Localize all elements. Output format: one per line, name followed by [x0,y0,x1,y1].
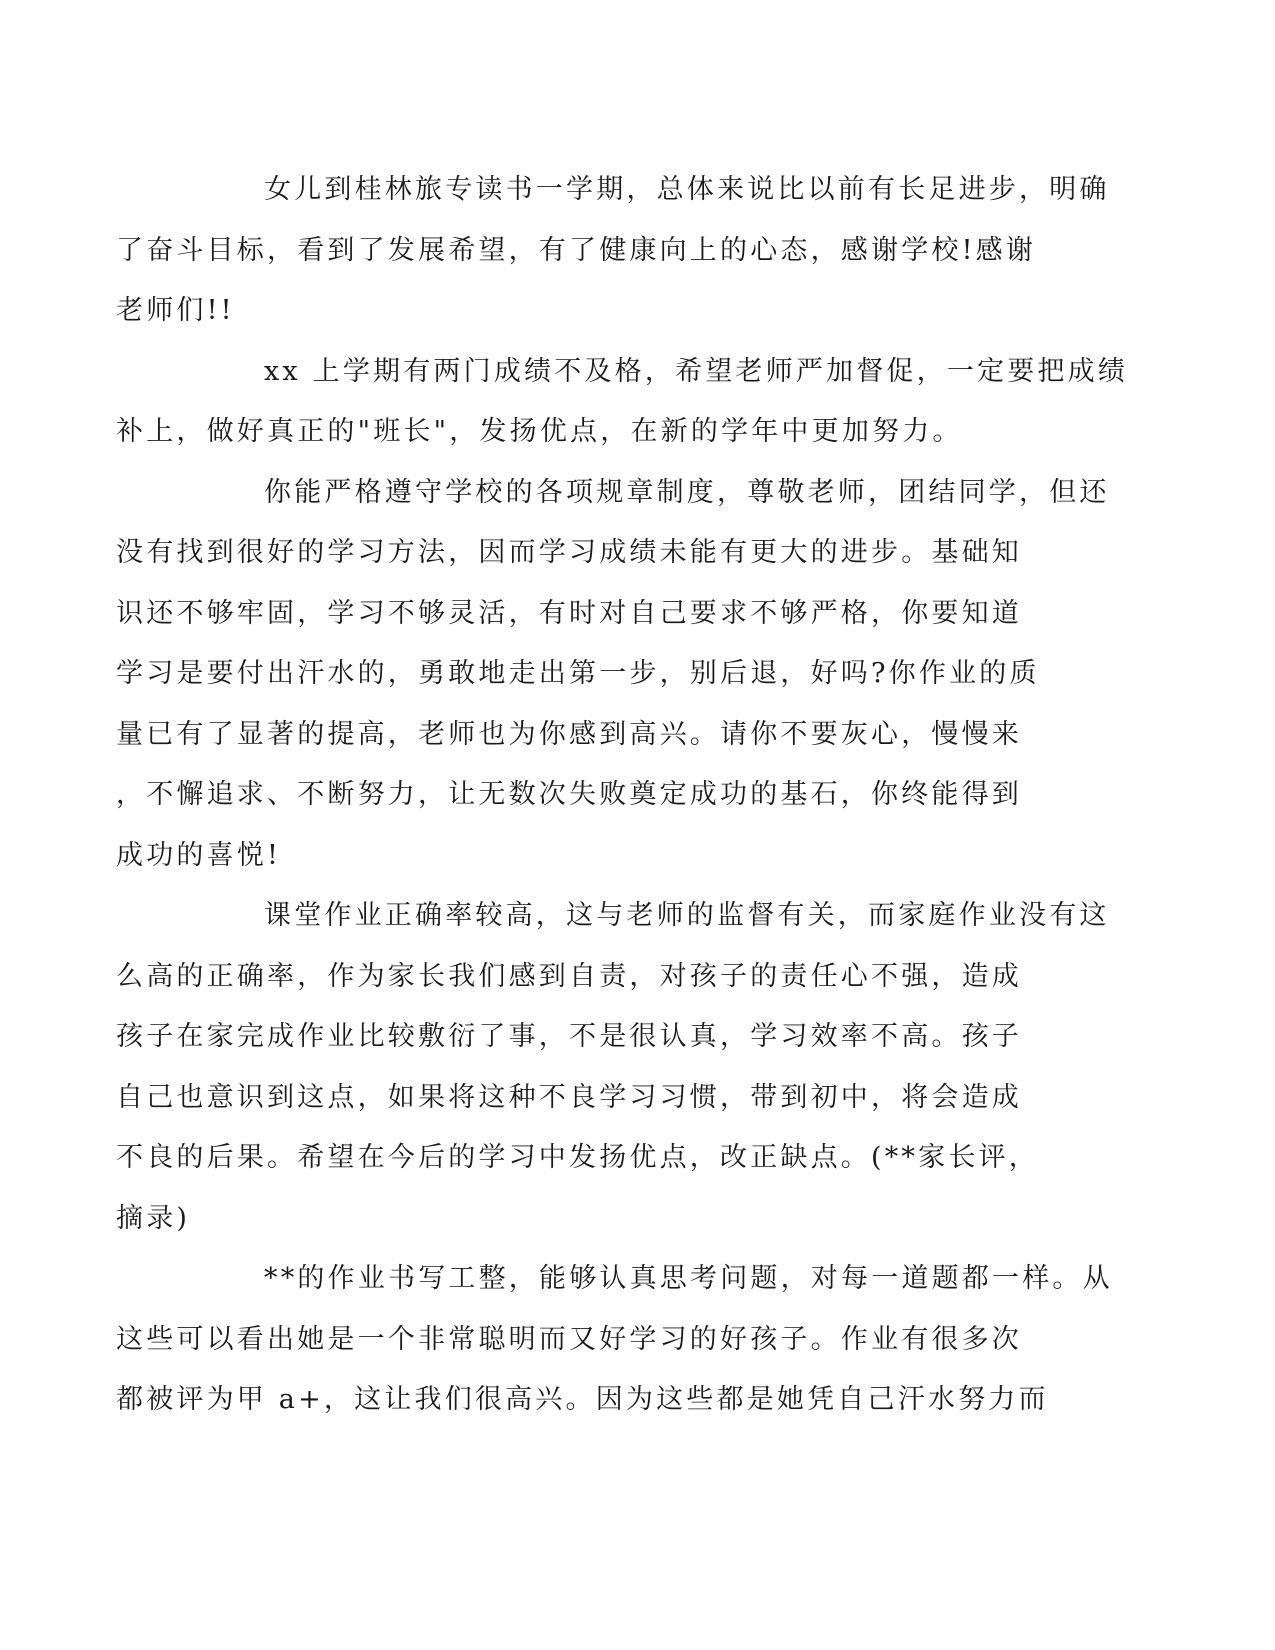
text-line: 么高的正确率，作为家长我们感到自责，对孩子的责任心不强，造成 [116,960,1022,992]
text-line: 都被评为甲 a+，这让我们很高兴。因为这些都是她凭自己汗水努力而 [116,1384,1049,1415]
document-body [116,160,1129,1431]
text-line: 孩子在家完成作业比较敷衍了事，不是很认真，学习效率不高。孩子 [116,1021,1022,1052]
text-line: 摘录) [116,1202,191,1234]
text-line: **的作业书写工整，能够认真思考问题，对每一道题都一样。从 [264,1263,1113,1294]
paragraph-2 [116,342,1129,463]
text-line: 自己也意识到这点，如果将这种不良学习习惯，带到初中，将会造成 [116,1081,1022,1113]
text-line: 没有找到很好的学习方法，因而学习成绩未能有更大的进步。基础知 [116,537,1022,568]
paragraph-1 [116,160,1110,342]
text-line: 课堂作业正确率较高，这与老师的监督有关，而家庭作业没有这 [264,900,1110,931]
text-line: 你能严格遵守学校的各项规章制度，尊敬老师，团结同学，但还 [264,476,1110,508]
paragraph-5 [116,1249,1113,1431]
text-line: 这些可以看出她是一个非常聪明而又好学习的好孩子。作业有很多次 [116,1323,1022,1355]
text-line: 女儿到桂林旅专读书一学期，总体来说比以前有长足进步，明确 [264,174,1110,205]
paragraph-4 [116,886,1110,1249]
text-line: 补上，做好真正的"班长"，发扬优点，在新的学年中更加努力。 [116,416,963,447]
text-line: 老师们!! [116,295,235,326]
text-line: xx 上学期有两门成绩不及格，希望老师严加督促，一定要把成绩 [264,355,1129,387]
text-line: ，不懈追求、不断努力，让无数次失败奠定成功的基石，你终能得到 [116,779,1022,810]
paragraph-3 [116,463,1110,887]
text-line: 识还不够牢固，学习不够灵活，有时对自己要求不够严格，你要知道 [116,597,1022,629]
text-line: 了奋斗目标，看到了发展希望，有了健康向上的心态，感谢学校!感谢 [116,234,1037,266]
text-line: 不良的后果。希望在今后的学习中发扬优点，改正缺点。(**家长评， [116,1142,1039,1173]
text-line: 成功的喜悦! [116,839,282,871]
text-line: 学习是要付出汗水的，勇敢地走出第一步，别后退，好吗?你作业的质 [116,658,1040,689]
text-line: 量已有了显著的提高，老师也为你感到高兴。请你不要灰心，慢慢来 [116,718,1022,750]
